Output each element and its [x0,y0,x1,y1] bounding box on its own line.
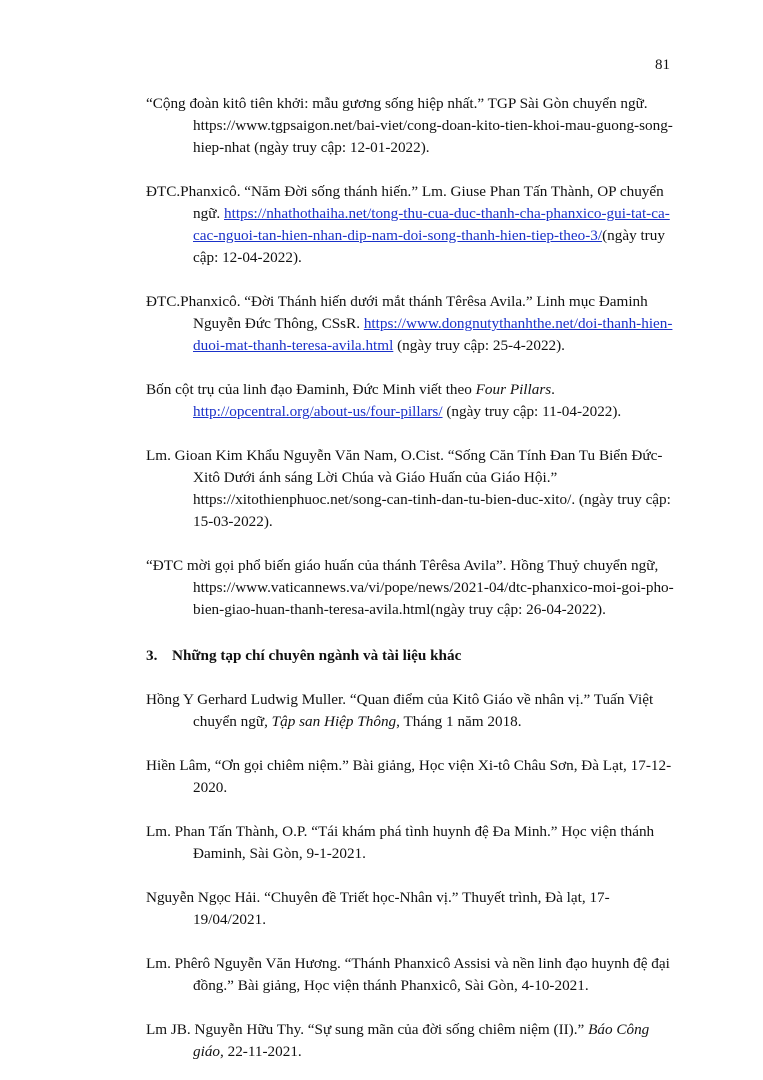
reference-text: Lm. Phan Tấn Thành, O.P. “Tái khám phá tình huynh đệ Đa Minh.” Học viện thánh Đaminh, Sài Gòn, 9-1-2021. [146,823,655,862]
section-heading [146,645,674,667]
reference-text: (ngày truy cập: 11-04-2022). [442,403,622,420]
page-number: 81 [655,57,670,73]
reference-link[interactable]: http://opcentral.org/about-us/four-pillars/ [193,403,443,420]
reference-text: Bốn cột trụ của linh đạo Đaminh, Đức Minh viết theo [146,381,476,398]
section-number: 3. [146,647,158,664]
reference-list [146,93,674,1063]
reference-text: Lm. Phêrô Nguyễn Văn Hương. “Thánh Phanxicô Assisi và nền linh đạo huynh đệ đại đồng.” Bài giảng, Học viện thánh Phanxicô, Sài Gòn, 4-10-2021. [146,955,670,994]
reference-text: Hồng Y Gerhard Ludwig Muller. “Quan điểm của Kitô Giáo về nhân vị.” Tuấn Việt chuyển ngữ, [146,691,654,730]
section-title: Những tạp chí chuyên ngành và tài liệu khác [172,647,462,664]
reference-text: “Cộng đoàn kitô tiên khởi: mẫu gương sống hiệp nhất.” TGP Sài Gòn chuyển ngữ. https://www.tgpsaigon.net/bai-viet/cong-doan-kito-tien-khoi-mau-guong-song-hiep-nhat (ngày truy cập: 12-01-2022). [146,95,673,156]
reference-entry [146,689,674,733]
reference-text: Lm JB. Nguyễn Hữu Thy. “Sự sung mãn của đời sống chiêm niệm (II).” [146,1021,589,1038]
reference-entry [146,445,674,533]
reference-entry [146,887,674,931]
reference-entry [146,181,674,269]
reference-text: Nguyễn Ngọc Hải. “Chuyên đề Triết học-Nhân vị.” Thuyết trình, Đà lạt, 17-19/04/2021. [146,889,610,928]
reference-text: (ngày truy cập: 25-4-2022). [393,337,565,354]
reference-italic-title: Báo Công giáo [193,1021,650,1060]
reference-text: “ĐTC mời gọi phổ biến giáo huấn của thánh Têrêsa Avila”. Hồng Thuỷ chuyển ngữ, https://www.vaticannews.va/vi/pope/news/2021-04/dtc-phanxico-moi-goi-pho-bien-giao-huan-thanh-teresa-avila.html(ngày truy cập: 26-04-2022). [146,557,674,618]
reference-italic-title: Four Pillars [475,381,552,398]
reference-text: , Tháng 1 năm 2018. [396,713,522,730]
reference-text: (ngày truy cập: 12-04-2022). [193,227,665,266]
reference-text: , 22-11-2021. [220,1043,302,1060]
reference-link[interactable]: https://www.dongnutythanhthe.net/doi-thanh-hien-duoi-mat-thanh-teresa-avila.html [193,315,673,354]
reference-entry [146,379,674,423]
reference-link[interactable]: https://nhathothaiha.net/tong-thu-cua-duc-thanh-cha-phanxico-gui-tat-ca-cac-nguoi-tan-hien-nhan-dip-nam-doi-song-thanh-hien-tiep-theo-3/ [193,205,670,244]
reference-entry [146,953,674,997]
reference-text: ĐTC.Phanxicô. “Đời Thánh hiến dưới mắt thánh Têrêsa Avila.” Linh mục Đaminh Nguyễn Đức Thông, CSsR. [146,293,648,332]
reference-text: Lm. Gioan Kim Khẩu Nguyễn Văn Nam, O.Cist. “Sống Căn Tính Đan Tu Biển Đức-Xitô Dưới ánh sáng Lời Chúa và Giáo Huấn của Giáo Hội.” https://xitothienphuoc.net/song-can-tinh-dan-tu-bien-duc-xito/. (ngày truy cập: 15-03-2022). [146,447,671,530]
reference-italic-title: Tập san Hiệp Thông [271,713,397,730]
reference-entry [146,555,674,621]
reference-entry [146,93,674,159]
reference-entry [146,821,674,865]
reference-text: Hiền Lâm, “Ơn gọi chiêm niệm.” Bài giảng, Học viện Xi-tô Châu Sơn, Đà Lạt, 17-12-2020. [146,757,672,796]
reference-text: ĐTC.Phanxicô. “Năm Đời sống thánh hiến.” Lm. Giuse Phan Tấn Thành, OP chuyển ngữ. [146,183,664,222]
reference-entry [146,291,674,357]
reference-entry [146,1019,674,1063]
reference-text: . [551,381,555,398]
reference-entry [146,755,674,799]
